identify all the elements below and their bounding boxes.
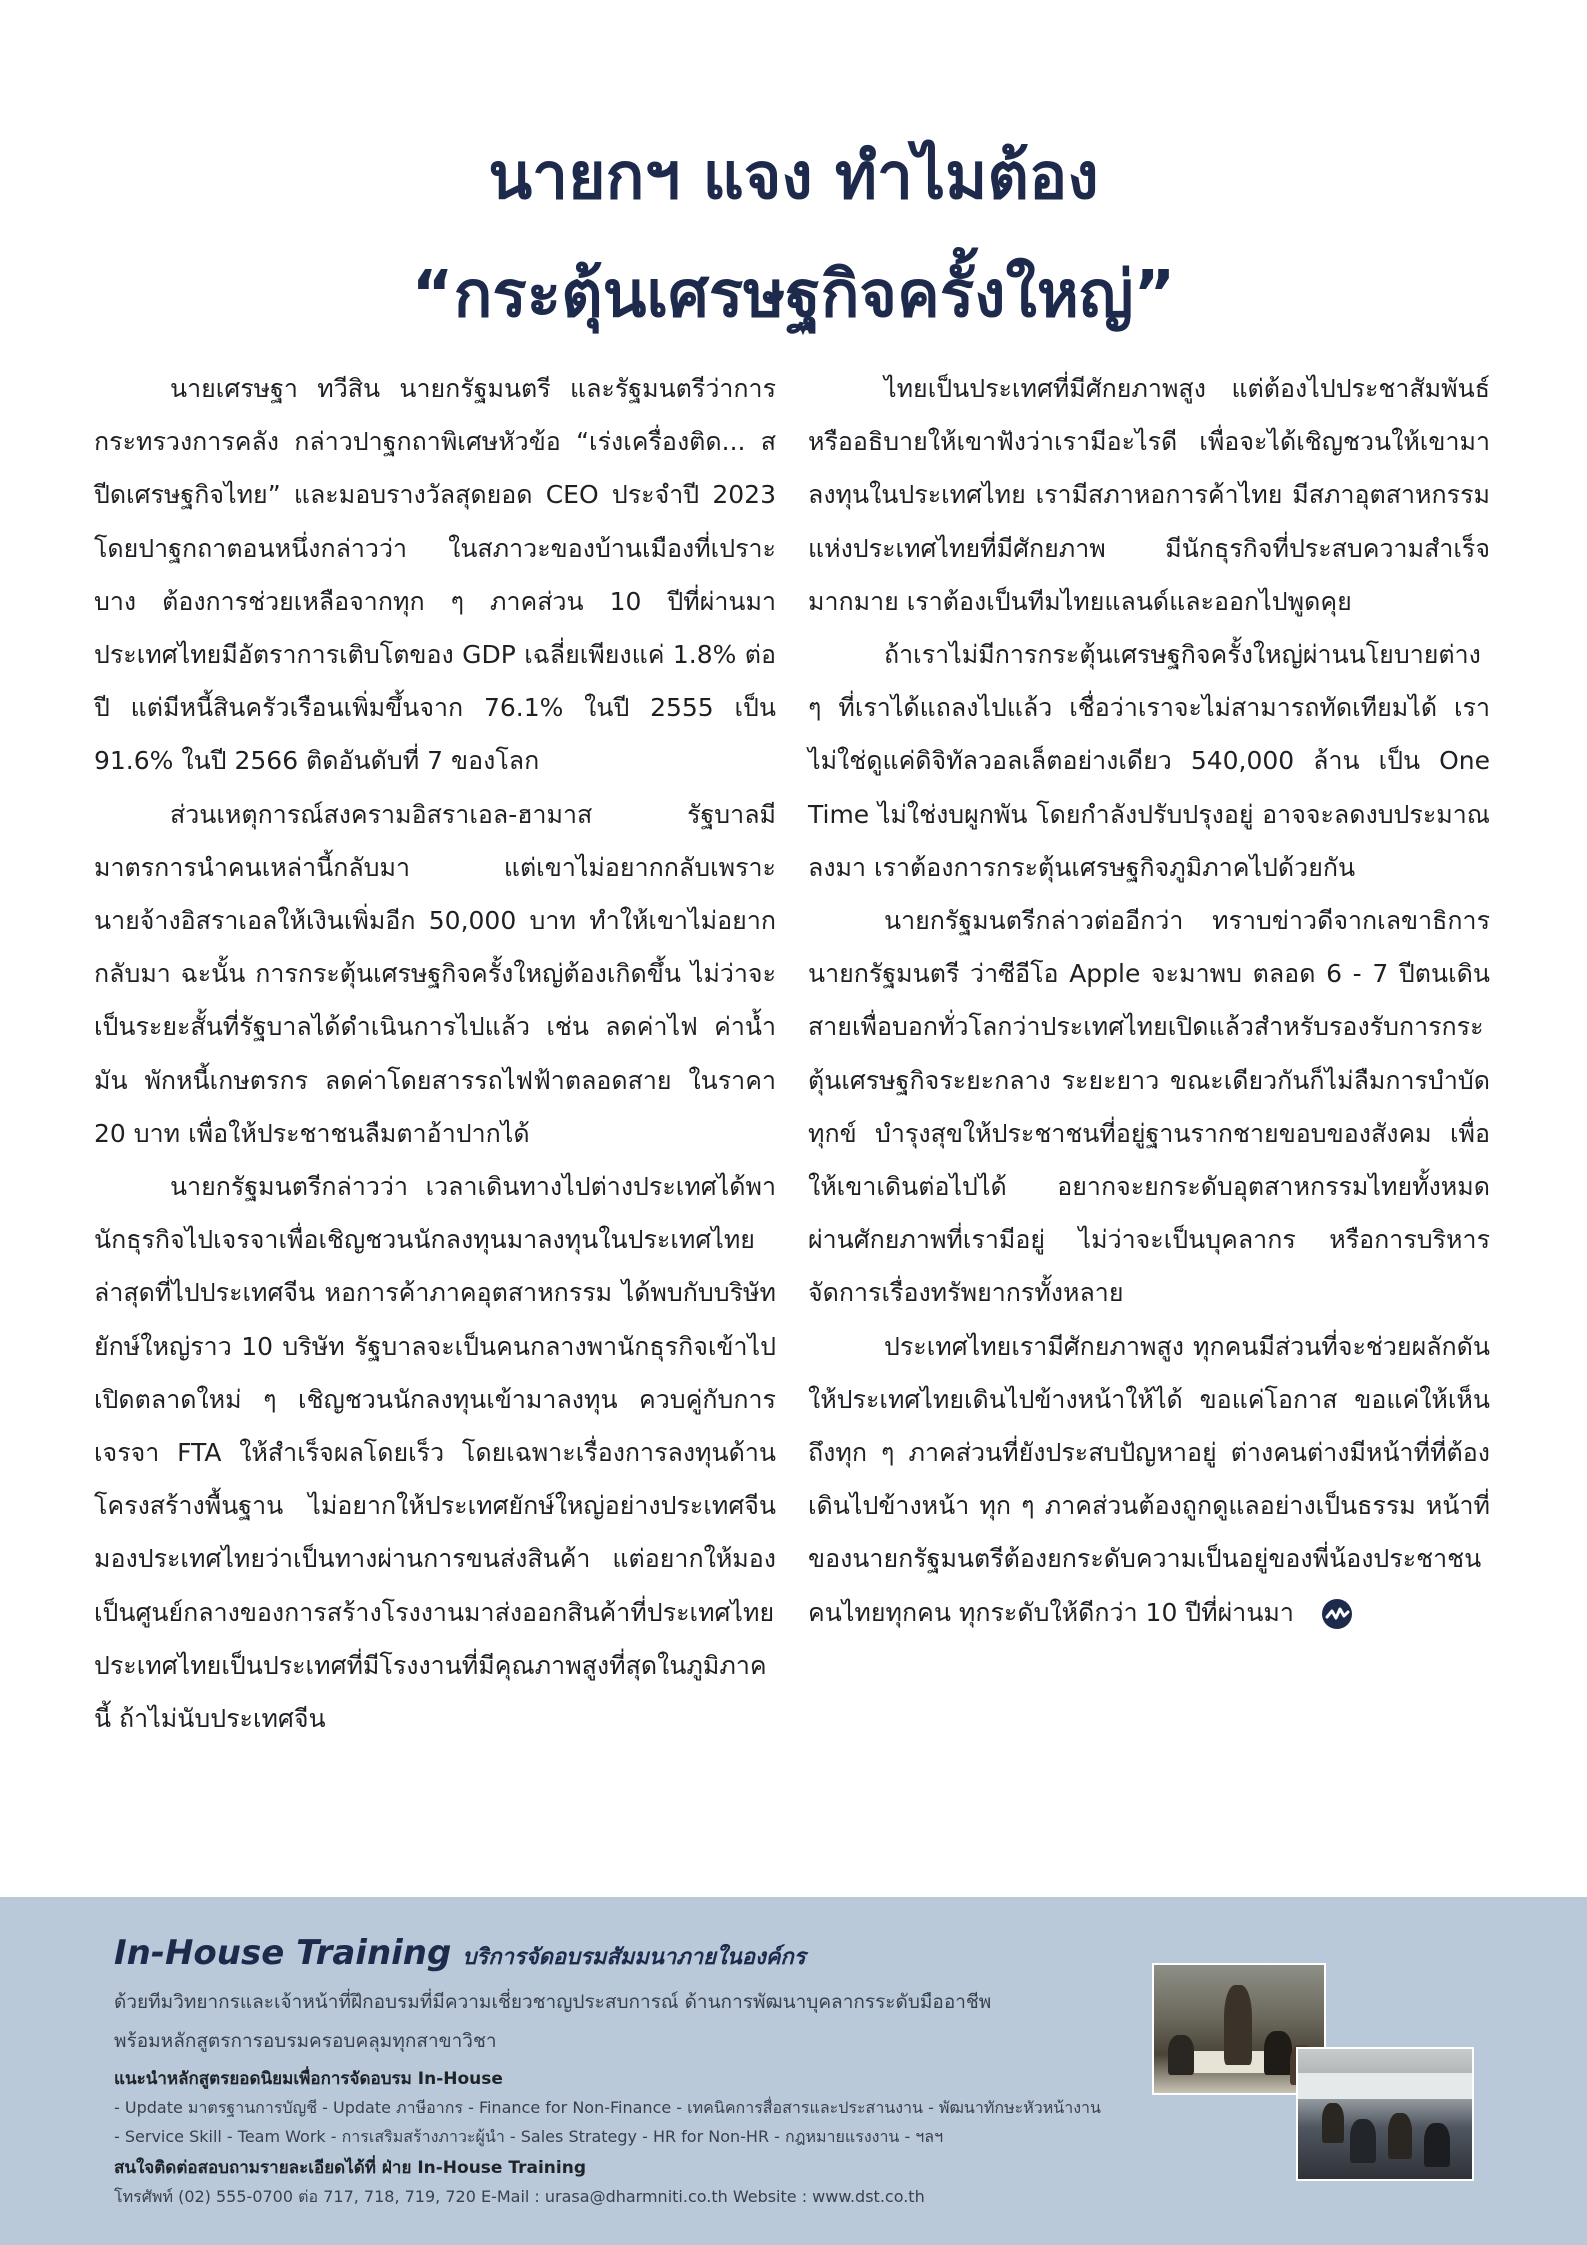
banner-description-2: พร้อมหลักสูตรการอบรมครอบคลุมทุกสาขาวิชา (114, 2030, 497, 2052)
banner-description-1: ด้วยทีมวิทยากรและเจ้าหน้าที่ฝึกอบรมที่มีความเชี่ยวชาญประสบการณ์ ด้านการพัฒนาบุคลากรระดับมืออาชีพ (114, 1991, 992, 2013)
article-title (0, 118, 1587, 354)
contact-line: โทรศัพท์ (02) 555-0700 ต่อ 717, 718, 719, 720 E-Mail : urasa@dharmniti.co.th Website : www.dst.co.th (114, 2187, 925, 2206)
paragraph: ถ้าเราไม่มีการกระตุ้นเศรษฐกิจครั้งใหญ่ผ่านนโยบายต่าง ๆ ที่เราได้แถลงไปแล้ว เชื่อว่าเราจะไม่สามารถทัดเทียมได้ เราไม่ใช่ดูแค่ดิจิทัลวอลเล็ตอย่างเดียว 540,000 ล้าน เป็น One Time ไม่ใช่งบผูกพัน โดยกำลังปรับปรุงอยู่ อาจจะลดงบประมาณลงมา เราต้องการกระตุ้นเศรษฐกิจภูมิภาคไปด้วยกัน (808, 640, 1490, 882)
paragraph: นายเศรษฐา ทวีสิน นายกรัฐมนตรี และรัฐมนตรีว่าการกระทรวงการคลัง กล่าวปาฐกถาพิเศษหัวข้อ “เร่งเครื่องติด... สปีดเศรษฐกิจไทย” และมอบรางวัลสุดยอด CEO ประจำปี 2023 โดยปาฐกถาตอนหนึ่งกล่าวว่า ในสภาวะของบ้านเมืองที่เปราะบาง ต้องการช่วยเหลือจากทุก ๆ ภาคส่วน 10 ปีที่ผ่านมา ประเทศไทยมีอัตราการเติบโตของ GDP เฉลี่ยเพียงแค่ 1.8% ต่อปี แต่มีหนี้สินครัวเรือนเพิ่มขึ้นจาก 76.1% ในปี 2555 เป็น 91.6% ในปี 2566 ติดอันดับที่ 7 ของโลก (94, 374, 776, 776)
paragraph: ส่วนเหตุการณ์สงครามอิสราเอล-ฮามาส รัฐบาลมีมาตรการนำคนเหล่านี้กลับมา แต่เขาไม่อยากกลับเพราะนายจ้างอิสราเอลให้เงินเพิ่มอีก 50,000 บาท ทำให้เขาไม่อยากกลับมา ฉะนั้น การกระตุ้นเศรษฐกิจครั้งใหญ่ต้องเกิดขึ้น ไม่ว่าจะเป็นระยะสั้นที่รัฐบาลได้ดำเนินการไปแล้ว เช่น ลดค่าไฟ ค่าน้ำมัน พักหนี้เกษตรกร ลดค่าโดยสารรถไฟฟ้าตลอดสาย ในราคา 20 บาท เพื่อให้ประชาชนลืมตาอ้าปากได้ (94, 799, 776, 1148)
recommend-heading: แนะนำหลักสูตรยอดนิยมเพื่อการจัดอบรม In-House (114, 2069, 503, 2089)
training-photo-2 (1296, 2047, 1474, 2181)
in-house-training-banner (0, 1897, 1587, 2245)
course-list-2: - Service Skill - Team Work - การเสริมสร้างภาวะผู้นำ - Sales Strategy - HR for Non-HR - กฎหมายแรงงาน - ฯลฯ (114, 2127, 944, 2146)
brand-logo-icon (1322, 1599, 1352, 1629)
paragraph: ไทยเป็นประเทศที่มีศักยภาพสูง แต่ต้องไปประชาสัมพันธ์หรืออธิบายให้เขาฟังว่าเรามีอะไรดี เพื่อจะได้เชิญชวนให้เขามาลงทุนในประเทศไทย เรามีสภาหอการค้าไทย มีสภาอุตสาหกรรมแห่งประเทศไทยที่มีศักยภาพ มีนักธุรกิจที่ประสบความสำเร็จมากมาย เราต้องเป็นทีมไทยแลนด์และออกไปพูดคุย (808, 374, 1490, 616)
right-column (808, 362, 1490, 1639)
banner-brand: In-House Training (114, 1933, 452, 1973)
banner-subtitle: บริการจัดอบรมสัมมนาภายในองค์กร (462, 1945, 806, 1970)
left-column (94, 362, 776, 1745)
paragraph-text: ประเทศไทยเรามีศักยภาพสูง ทุกคนมีส่วนที่จะช่วยผลักดันให้ประเทศไทยเดินไปข้างหน้าให้ได้ ขอแค่โอกาส ขอแค่ให้เห็นถึงทุก ๆ ภาคส่วนที่ยังประสบปัญหาอยู่ ต่างคนต่างมีหน้าที่ที่ต้องเดินไปข้างหน้า ทุก ๆ ภาคส่วนต้องถูกดูแลอย่างเป็นธรรม หน้าที่ของนายกรัฐมนตรีต้องยกระดับความเป็นอยู่ของพี่น้องประชาชนคนไทยทุกคน ทุกระดับให้ดีกว่า 10 ปีที่ผ่านมา (808, 1331, 1490, 1627)
title-line-2: “กระตุ้นเศรษฐกิจครั้งใหญ่” (411, 258, 1176, 332)
paragraph: นายกรัฐมนตรีกล่าวว่า เวลาเดินทางไปต่างประเทศได้พานักธุรกิจไปเจรจาเพื่อเชิญชวนนักลงทุนมาลงทุนในประเทศไทย ล่าสุดที่ไปประเทศจีน หอการค้าภาคอุตสาหกรรม ได้พบกับบริษัทยักษ์ใหญ่ราว 10 บริษัท รัฐบาลจะเป็นคนกลางพานักธุรกิจเข้าไปเปิดตลาดใหม่ ๆ เชิญชวนนักลงทุนเข้ามาลงทุน ควบคู่กับการเจรจา FTA ให้สำเร็จผลโดยเร็ว โดยเฉพาะเรื่องการลงทุนด้านโครงสร้างพื้นฐาน ไม่อยากให้ประเทศยักษ์ใหญ่อย่างประเทศจีนมองประเทศไทยว่าเป็นทางผ่านการขนส่งสินค้า แต่อยากให้มองเป็นศูนย์กลางของการสร้างโรงงานมาส่งออกสินค้าที่ประเทศไทย ประเทศไทยเป็นประเทศที่มีโรงงานที่มีคุณภาพสูงที่สุดในภูมิภาคนี้ ถ้าไม่นับประเทศจีน (94, 1172, 776, 1734)
banner-heading (114, 1933, 806, 1974)
paragraph-last (808, 1320, 1490, 1639)
paragraph: นายกรัฐมนตรีกล่าวต่ออีกว่า ทราบข่าวดีจากเลขาธิการนายกรัฐมนตรี ว่าซีอีโอ Apple จะมาพบ ตลอด 6 - 7 ปีตนเดินสายเพื่อบอกทั่วโลกว่าประเทศไทยเปิดแล้วสำหรับรองรับการกระตุ้นเศรษฐกิจระยะกลาง ระยะยาว ขณะเดียวกันก็ไม่ลืมการบำบัดทุกข์ บำรุงสุขให้ประชาชนที่อยู่ฐานรากชายขอบของสังคม เพื่อให้เขาเดินต่อไปได้ อยากจะยกระดับอุตสาหกรรมไทยทั้งหมดผ่านศักยภาพที่เรามีอยู่ ไม่ว่าจะเป็นบุคลากร หรือการบริหารจัดการเรื่องทรัพยากรทั้งหลาย (808, 906, 1490, 1308)
contact-heading: สนใจติดต่อสอบถามรายละเอียดได้ที่ ฝ่าย In-House Training (114, 2158, 586, 2178)
course-list-1: - Update มาตรฐานการบัญชี - Update ภาษีอากร - Finance for Non-Finance - เทคนิคการสื่อสารและประสานงาน - พัฒนาทักษะหัวหน้างาน (114, 2098, 1101, 2117)
title-line-1: นายกฯ แจง ทำไมต้อง (488, 140, 1099, 214)
